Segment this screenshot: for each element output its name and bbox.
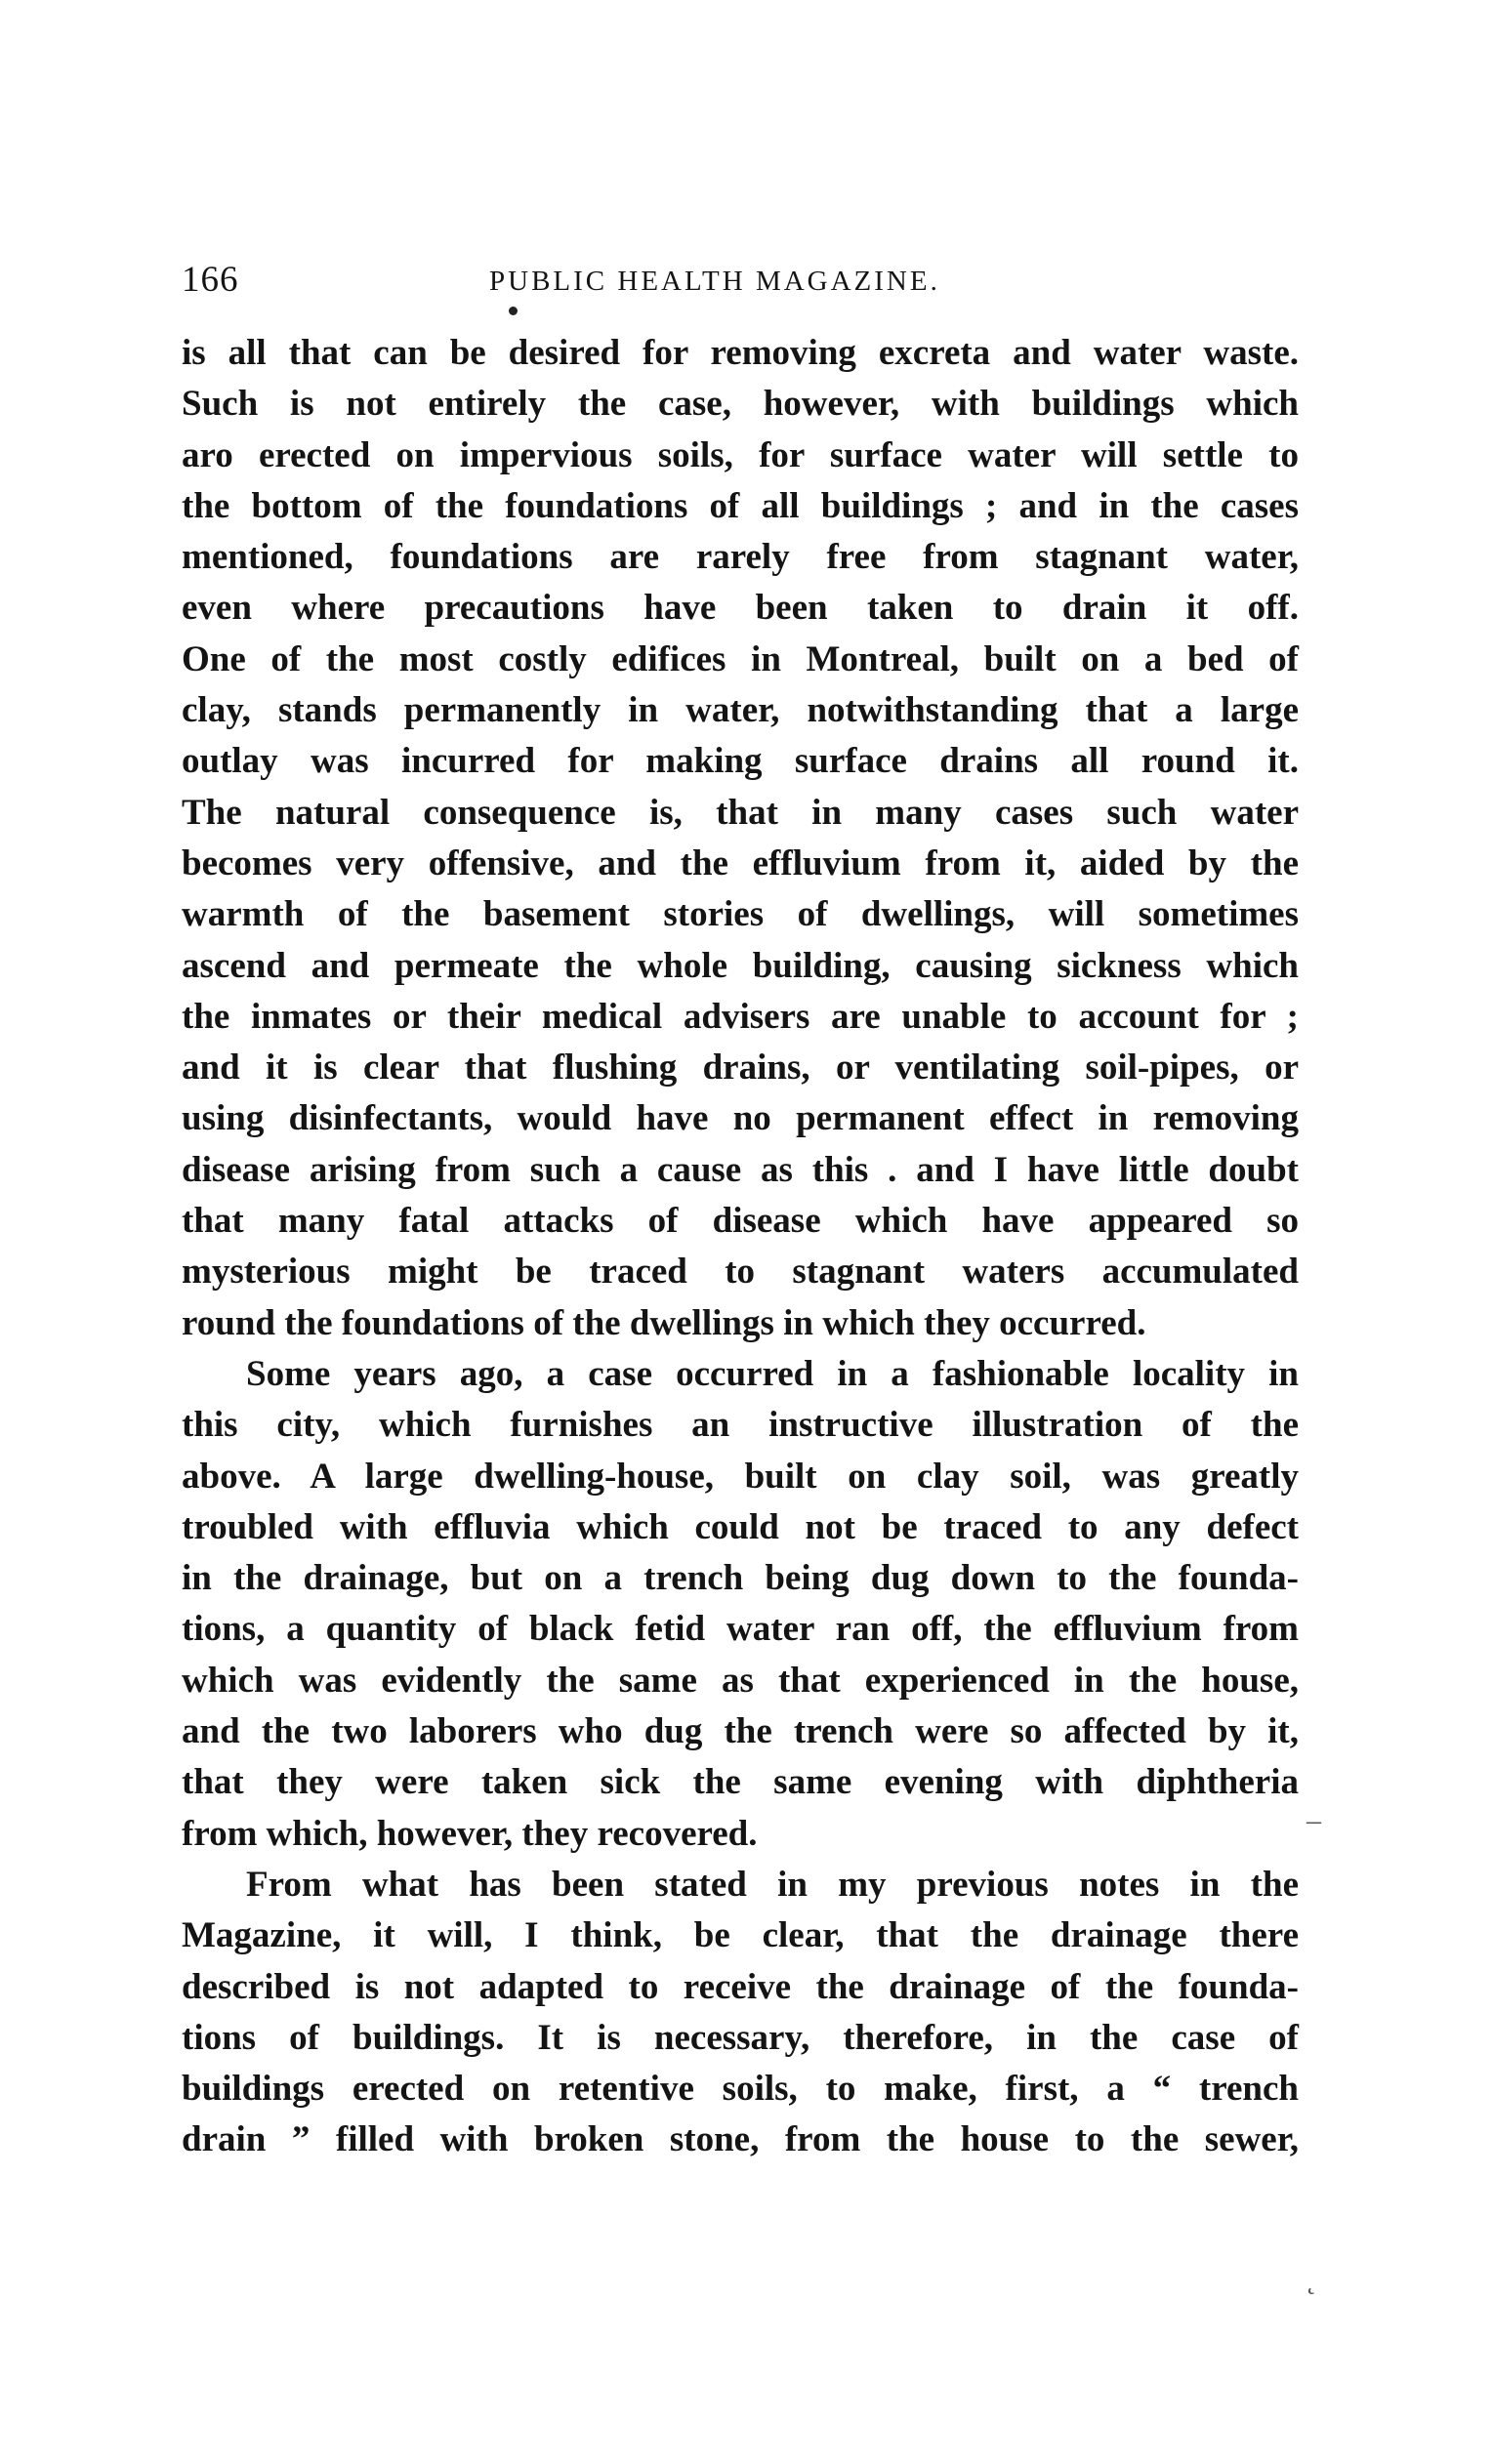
text-line: the bottom of the foundations of all buildings ; and in the cases: [182, 485, 1299, 526]
text-line: this city, which furnishes an instructive illustration of the: [182, 1405, 1299, 1446]
page-number: 166: [182, 260, 239, 300]
text-line: Some years ago, a case occurred in a fashionable locality in: [246, 1353, 1299, 1394]
margin-mark: ˛: [1306, 2263, 1316, 2295]
text-line: clay, stands permanently in water, notwithstanding that a large: [182, 690, 1299, 731]
text-line: One of the most costly edifices in Montreal, built on a bed of: [182, 638, 1299, 679]
text-line: mysterious might be traced to stagnant waters accumulated: [182, 1252, 1299, 1293]
text-line: Magazine, it will, I think, be clear, that the drainage there: [182, 1915, 1299, 1956]
text-line: warmth of the basement stories of dwellings, will sometimes: [182, 894, 1299, 935]
running-head: PUBLIC HEALTH MAGAZINE.: [489, 266, 940, 297]
text-line: disease arising from such a cause as this . and I have little doubt: [182, 1149, 1299, 1190]
text-line: ascend and permeate the whole building, causing sickness which: [182, 945, 1299, 986]
text-line: From what has been stated in my previous notes in the: [246, 1864, 1299, 1905]
text-line: drain ” filled with broken stone, from the house to the sewer,: [182, 2119, 1299, 2160]
text-line: the inmates or their medical advisers are unable to account for ;: [182, 996, 1299, 1037]
text-line: troubled with effluvia which could not be traced to any defect: [182, 1506, 1299, 1547]
print-speck: [509, 307, 518, 315]
text-line: outlay was incurred for making surface drains all round it.: [182, 741, 1299, 782]
text-line: tions of buildings. It is necessary, therefore, in the case of: [182, 2017, 1299, 2058]
body-text: [182, 328, 1299, 2166]
text-line: The natural consequence is, that in many cases such water: [182, 792, 1299, 833]
text-line: from which, however, they recovered.: [182, 1813, 758, 1854]
text-line: becomes very offensive, and the effluvium from it, aided by the: [182, 842, 1299, 883]
text-line: buildings erected on retentive soils, to make, first, a “ trench: [182, 2069, 1299, 2110]
text-line: and the two laborers who dug the trench were so affected by it,: [182, 1711, 1299, 1752]
text-line: and it is clear that flushing drains, or ventilating soil-pipes, or: [182, 1047, 1299, 1088]
text-line: Such is not entirely the case, however, with buildings which: [182, 384, 1299, 425]
text-line: which was evidently the same as that experienced in the house,: [182, 1660, 1299, 1701]
text-line: in the drainage, but on a trench being dug down to the founda-: [182, 1558, 1299, 1599]
text-line: round the foundations of the dwellings in which they occurred.: [182, 1302, 1146, 1343]
text-line: that they were taken sick the same evening with diphtheria: [182, 1762, 1299, 1803]
text-line: is all that can be desired for removing excreta and water waste.: [182, 333, 1299, 373]
text-line: mentioned, foundations are rarely free from stagnant water,: [182, 537, 1299, 578]
page-header: [182, 256, 1299, 305]
text-line: even where precautions have been taken to drain it off.: [182, 588, 1299, 629]
margin-mark: –: [1306, 1804, 1321, 1836]
text-line: that many fatal attacks of disease which have appeared so: [182, 1201, 1299, 1242]
text-line: tions, a quantity of black fetid water ran off, the effluvium from: [182, 1609, 1299, 1650]
text-line: above. A large dwelling-house, built on clay soil, was greatly: [182, 1456, 1299, 1497]
text-line: described is not adapted to receive the drainage of the founda-: [182, 1966, 1299, 2007]
text-line: aro erected on impervious soils, for surface water will settle to: [182, 434, 1299, 475]
text-line: using disinfectants, would have no permanent effect in removing: [182, 1098, 1299, 1139]
